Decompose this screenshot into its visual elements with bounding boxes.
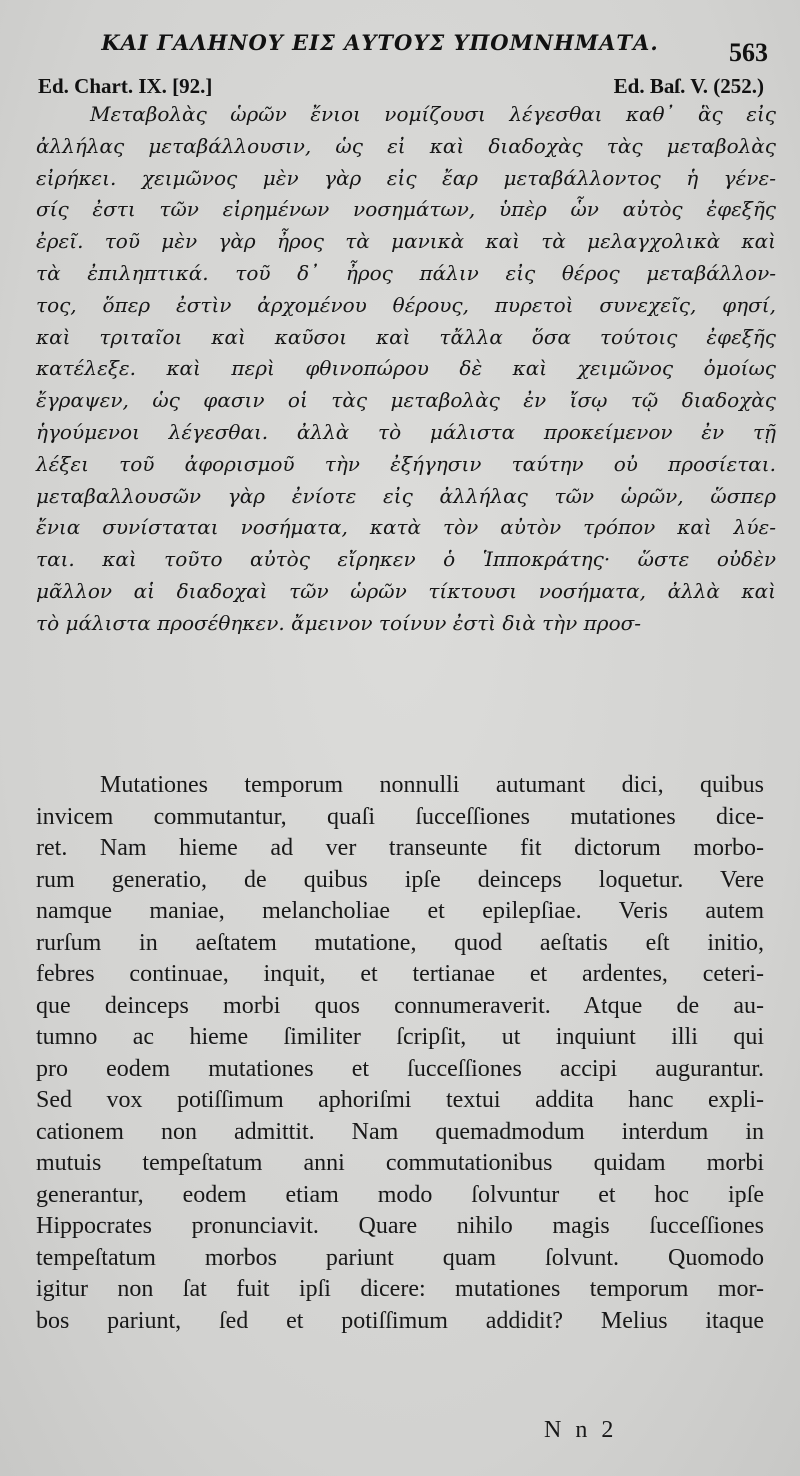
latin-line: tumno ac hieme ſimiliter ſcripſit, ut inquiunt illi qui <box>36 1024 764 1050</box>
latin-line: cationem non admittit. Nam quemadmodum interdum in <box>36 1118 764 1145</box>
greek-line: μεταβαλλουσῶν γὰρ ἐνίοτε εἰς ἀλλήλας τῶν ὡρῶν, ὥσπερ <box>36 483 776 508</box>
latin-line: rum generatio, de quibus ipſe deinceps loquetur. Vere <box>36 866 764 893</box>
greek-line: τὸ μάλιστα προσέθηκεν. ἄμεινον τοίνυν ἐστὶ διὰ τὴν προσ- <box>36 610 642 635</box>
latin-line: mutuis tempeſtatum anni commutationibus quidam morbi <box>36 1150 764 1176</box>
latin-line: tempeſtatum morbos pariunt quam ſolvunt. Quomodo <box>36 1244 764 1271</box>
greek-line: ἀλλήλας μεταβάλλουσιν, ὡς εἰ καὶ διαδοχὰς τὰς μεταβολὰς <box>36 133 776 158</box>
greek-line: λέξει τοῦ ἀφορισμοῦ τὴν ἐξήγησιν ταύτην οὐ προσίεται. <box>36 451 776 476</box>
greek-line: κατέλεξε. καὶ περὶ φθινοπώρου δὲ καὶ χειμῶνος ὁμοίως <box>36 356 776 381</box>
greek-line: καὶ τριταῖοι καὶ καῦσοι καὶ τἄλλα ὅσα τούτοις ἐφεξῆς <box>36 324 776 349</box>
greek-line: ται. καὶ τοῦτο αὐτὸς εἴρηκεν ὁ Ἱπποκράτης· ὥστε οὐδὲν <box>36 547 776 572</box>
greek-line: τὰ ἐπιληπτικά. τοῦ δ᾽ ἦρος πάλιν εἰς θέρος μεταβάλλον- <box>36 260 776 285</box>
latin-line: invicem commutantur, quaſi ſucceſſiones mutationes dice- <box>36 803 764 830</box>
greek-line: ἡγούμενοι λέγεσθαι. ἀλλὰ τὸ μάλιστα προκείμενον ἐν τῇ <box>36 419 776 444</box>
greek-text-column <box>36 99 776 640</box>
greek-line: ἔνια συνίσταται νοσήματα, κατὰ τὸν αὐτὸν τρόπον καὶ λύε- <box>36 515 776 540</box>
latin-line: igitur non ſat fuit ipſi dicere: mutationes temporum mor- <box>36 1276 764 1302</box>
latin-line: Mutationes temporum nonnulli autumant dici, quibus <box>100 772 764 798</box>
greek-line: εἰρήκει. χειμῶνος μὲν γὰρ εἰς ἔαρ μεταβάλλοντος ἡ γένε- <box>36 165 776 190</box>
edition-reference-chartier: Ed. Chart. IX. [92.] <box>38 74 213 98</box>
latin-line: que deinceps morbi quos connumeraverit. Atque de au- <box>36 992 764 1019</box>
page-number: 563 <box>729 38 768 67</box>
latin-line: Hippocrates pronunciavit. Quare nihilo magis ſucceſſiones <box>36 1213 764 1239</box>
greek-line: ἔγραψεν, ὡς φασιν οἱ τὰς μεταβολὰς ἐν ἴσῳ τῷ διαδοχὰς <box>36 388 776 413</box>
greek-line: Μεταβολὰς ὡρῶν ἔνιοι νομίζουσι λέγεσθαι καθ᾽ ἃς εἰς <box>90 102 776 126</box>
latin-line: generantur, eodem etiam modo ſolvuntur et hoc ipſe <box>36 1181 764 1208</box>
latin-line: ret. Nam hieme ad ver transeunte fit dictorum morbo- <box>36 835 764 861</box>
edition-reference-basel: Ed. Baſ. V. (252.) <box>613 74 764 98</box>
latin-line: Sed vox potiſſimum aphoriſmi textui addita hanc expli- <box>36 1087 764 1113</box>
greek-line: μᾶλλον αἱ διαδοχαὶ τῶν ὡρῶν τίκτουσι νοσήματα, ἀλλὰ καὶ <box>36 578 776 603</box>
latin-line: rurſum in aeſtatem mutatione, quod aeſtatis eſt initio, <box>36 929 764 956</box>
latin-line: pro eodem mutationes et ſucceſſiones accipi augurantur. <box>36 1055 764 1082</box>
latin-text-column <box>36 770 764 1337</box>
greek-line: ἐρεῖ. τοῦ μὲν γὰρ ἦρος τὰ μανικὰ καὶ τὰ μελαγχολικὰ καὶ <box>36 229 776 254</box>
signature-mark: N n 2 <box>544 1417 618 1443</box>
greek-line: σίς ἐστι τῶν εἰρημένων νοσημάτων, ὑπὲρ ὧν αὐτὸς ἐφεξῆς <box>36 197 776 222</box>
latin-line: namque maniae, melancholiae et epilepſiae. Veris autem <box>36 898 764 924</box>
latin-line: bos pariunt, ſed et potiſſimum addidit? Melius itaque <box>36 1307 764 1334</box>
latin-line: febres continuae, inquit, et tertianae et ardentes, ceteri- <box>36 961 764 987</box>
running-title: ΚΑΙ ΓΑΛΗΝΟΥ ΕΙΣ ΑΥΤΟΥΣ ΥΠΟΜΝΗΜΑΤΑ. <box>101 30 659 55</box>
greek-line: τος, ὅπερ ἐστὶν ἀρχομένου θέρους, πυρετοὶ συνεχεῖς, φησί, <box>36 292 776 317</box>
